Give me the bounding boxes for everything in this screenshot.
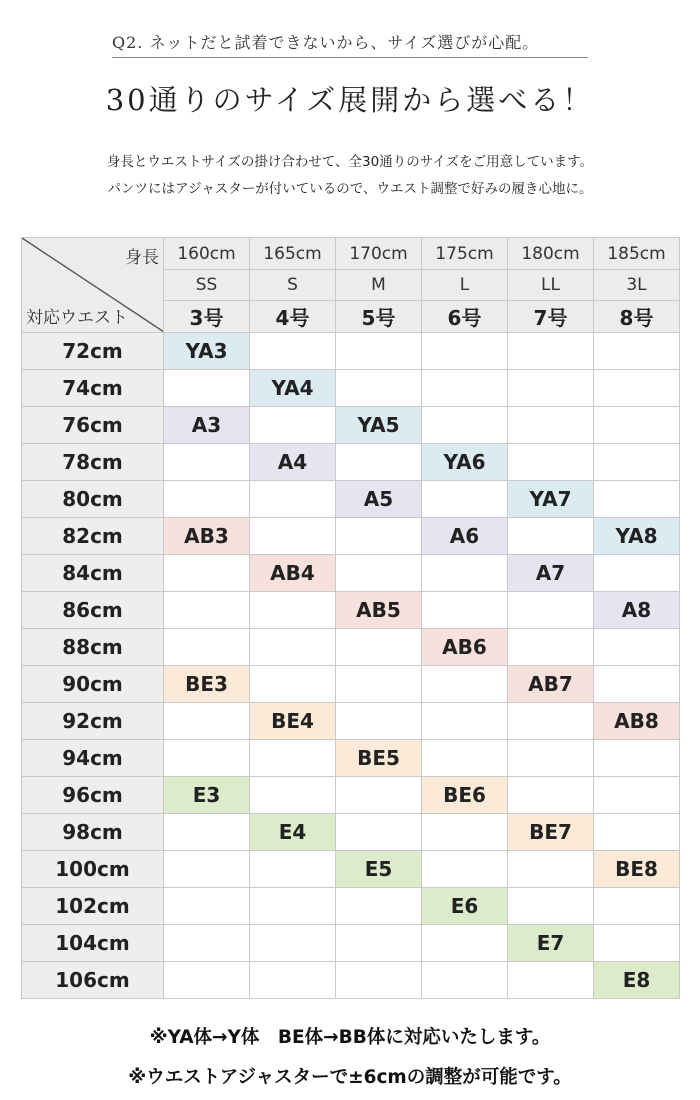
empty-cell (164, 592, 250, 629)
empty-cell (164, 962, 250, 999)
empty-cell (422, 703, 508, 740)
empty-cell (422, 555, 508, 592)
empty-cell (336, 962, 422, 999)
empty-cell (164, 888, 250, 925)
description-line-2: パンツにはアジャスターが付いているので、ウエスト調整で好みの履き心地に。 (107, 181, 593, 197)
waist-label: 104cm (22, 925, 164, 962)
empty-cell (594, 740, 680, 777)
size-table (21, 237, 680, 999)
table-corner (22, 238, 164, 333)
height-header: 165cm (250, 238, 336, 270)
size-code-cell: E8 (594, 962, 680, 999)
waist-label: 94cm (22, 740, 164, 777)
empty-cell (508, 407, 594, 444)
empty-cell (250, 851, 336, 888)
empty-cell (422, 592, 508, 629)
corner-height-label: 身長 (125, 248, 159, 268)
empty-cell (164, 629, 250, 666)
empty-cell (594, 629, 680, 666)
empty-cell (422, 962, 508, 999)
table-row (22, 333, 680, 370)
number-size-header: 4号 (250, 301, 336, 333)
empty-cell (336, 333, 422, 370)
empty-cell (508, 851, 594, 888)
header-row-height (22, 238, 680, 270)
table-row (22, 703, 680, 740)
size-code-cell: AB3 (164, 518, 250, 555)
letter-size-header: S (250, 270, 336, 301)
empty-cell (336, 444, 422, 481)
empty-cell (422, 481, 508, 518)
waist-label: 72cm (22, 333, 164, 370)
size-code-cell: A4 (250, 444, 336, 481)
size-code-cell: AB7 (508, 666, 594, 703)
size-code-cell: A3 (164, 407, 250, 444)
empty-cell (336, 814, 422, 851)
size-code-cell: BE7 (508, 814, 594, 851)
size-code-cell: YA7 (508, 481, 594, 518)
empty-cell (250, 629, 336, 666)
size-code-cell: YA5 (336, 407, 422, 444)
table-row (22, 481, 680, 518)
empty-cell (594, 777, 680, 814)
empty-cell (422, 333, 508, 370)
size-code-cell: E3 (164, 777, 250, 814)
empty-cell (508, 888, 594, 925)
empty-cell (508, 370, 594, 407)
waist-label: 100cm (22, 851, 164, 888)
empty-cell (508, 444, 594, 481)
size-code-cell: BE4 (250, 703, 336, 740)
waist-label: 88cm (22, 629, 164, 666)
height-header: 175cm (422, 238, 508, 270)
empty-cell (422, 851, 508, 888)
size-code-cell: AB5 (336, 592, 422, 629)
empty-cell (164, 481, 250, 518)
empty-cell (164, 555, 250, 592)
empty-cell (250, 481, 336, 518)
empty-cell (508, 777, 594, 814)
table-row (22, 407, 680, 444)
empty-cell (336, 370, 422, 407)
empty-cell (250, 962, 336, 999)
empty-cell (250, 925, 336, 962)
size-code-cell: A5 (336, 481, 422, 518)
waist-label: 102cm (22, 888, 164, 925)
waist-label: 80cm (22, 481, 164, 518)
empty-cell (164, 851, 250, 888)
number-size-header: 3号 (164, 301, 250, 333)
table-row (22, 592, 680, 629)
empty-cell (164, 740, 250, 777)
empty-cell (422, 925, 508, 962)
size-code-cell: BE3 (164, 666, 250, 703)
size-code-cell: A8 (594, 592, 680, 629)
table-row (22, 518, 680, 555)
size-code-cell: E7 (508, 925, 594, 962)
size-code-cell: E6 (422, 888, 508, 925)
empty-cell (594, 555, 680, 592)
table-row (22, 666, 680, 703)
letter-size-header: L (422, 270, 508, 301)
table-row (22, 925, 680, 962)
letter-size-header: SS (164, 270, 250, 301)
table-row (22, 962, 680, 999)
size-code-cell: YA4 (250, 370, 336, 407)
height-header: 160cm (164, 238, 250, 270)
number-size-header: 7号 (508, 301, 594, 333)
empty-cell (250, 740, 336, 777)
height-header: 170cm (336, 238, 422, 270)
table-row (22, 370, 680, 407)
table-row (22, 814, 680, 851)
waist-label: 82cm (22, 518, 164, 555)
size-code-cell: BE6 (422, 777, 508, 814)
empty-cell (422, 666, 508, 703)
size-code-cell: AB4 (250, 555, 336, 592)
empty-cell (164, 444, 250, 481)
size-code-cell: E5 (336, 851, 422, 888)
table-row (22, 444, 680, 481)
size-code-cell: BE8 (594, 851, 680, 888)
empty-cell (336, 703, 422, 740)
heading-divider (112, 57, 588, 58)
size-code-cell: YA8 (594, 518, 680, 555)
empty-cell (508, 629, 594, 666)
height-header: 180cm (508, 238, 594, 270)
table-row (22, 629, 680, 666)
empty-cell (594, 814, 680, 851)
letter-size-header: LL (508, 270, 594, 301)
empty-cell (250, 407, 336, 444)
waist-label: 86cm (22, 592, 164, 629)
empty-cell (250, 592, 336, 629)
empty-cell (594, 481, 680, 518)
number-size-header: 5号 (336, 301, 422, 333)
empty-cell (164, 925, 250, 962)
waist-label: 78cm (22, 444, 164, 481)
waist-label: 92cm (22, 703, 164, 740)
empty-cell (336, 629, 422, 666)
empty-cell (164, 814, 250, 851)
empty-cell (250, 666, 336, 703)
empty-cell (336, 666, 422, 703)
empty-cell (164, 703, 250, 740)
size-code-cell: A7 (508, 555, 594, 592)
empty-cell (508, 592, 594, 629)
size-code-cell: E4 (250, 814, 336, 851)
letter-size-header: 3L (594, 270, 680, 301)
height-header: 185cm (594, 238, 680, 270)
empty-cell (594, 370, 680, 407)
empty-cell (250, 518, 336, 555)
waist-label: 96cm (22, 777, 164, 814)
letter-size-header: M (336, 270, 422, 301)
table-row (22, 851, 680, 888)
empty-cell (422, 370, 508, 407)
size-chart (21, 237, 679, 1019)
size-code-cell: AB8 (594, 703, 680, 740)
empty-cell (508, 333, 594, 370)
headline: 30通りのサイズ展開から選べる！ (105, 83, 595, 117)
size-code-cell: YA6 (422, 444, 508, 481)
waist-label: 74cm (22, 370, 164, 407)
note-body-type: ※YA体→Y体 BE体→BB体に対応いたします。 (149, 1027, 551, 1048)
waist-label: 106cm (22, 962, 164, 999)
table-row (22, 740, 680, 777)
empty-cell (594, 925, 680, 962)
empty-cell (336, 925, 422, 962)
description-line-1: 身長とウエストサイズの掛け合わせて、全30通りのサイズをご用意しています。 (106, 154, 594, 170)
number-size-header: 8号 (594, 301, 680, 333)
table-row (22, 888, 680, 925)
empty-cell (594, 666, 680, 703)
empty-cell (508, 703, 594, 740)
empty-cell (336, 777, 422, 814)
empty-cell (594, 407, 680, 444)
note-adjuster: ※ウエストアジャスターで±6cmの調整が可能です。 (128, 1067, 572, 1088)
table-row (22, 777, 680, 814)
empty-cell (336, 888, 422, 925)
empty-cell (508, 518, 594, 555)
empty-cell (250, 777, 336, 814)
empty-cell (594, 333, 680, 370)
number-size-header: 6号 (422, 301, 508, 333)
waist-label: 98cm (22, 814, 164, 851)
empty-cell (164, 370, 250, 407)
empty-cell (594, 444, 680, 481)
corner-waist-label: 対応ウエスト (26, 308, 128, 328)
empty-cell (250, 888, 336, 925)
empty-cell (508, 962, 594, 999)
empty-cell (594, 888, 680, 925)
empty-cell (422, 407, 508, 444)
empty-cell (422, 740, 508, 777)
waist-label: 84cm (22, 555, 164, 592)
question-heading: Q2. ネットだと試着できないから、サイズ選びが心配。 (112, 33, 540, 52)
empty-cell (336, 518, 422, 555)
size-code-cell: A6 (422, 518, 508, 555)
empty-cell (508, 740, 594, 777)
size-code-cell: AB6 (422, 629, 508, 666)
table-row (22, 555, 680, 592)
size-code-cell: YA3 (164, 333, 250, 370)
waist-label: 90cm (22, 666, 164, 703)
empty-cell (422, 814, 508, 851)
size-code-cell: BE5 (336, 740, 422, 777)
empty-cell (250, 333, 336, 370)
waist-label: 76cm (22, 407, 164, 444)
empty-cell (336, 555, 422, 592)
